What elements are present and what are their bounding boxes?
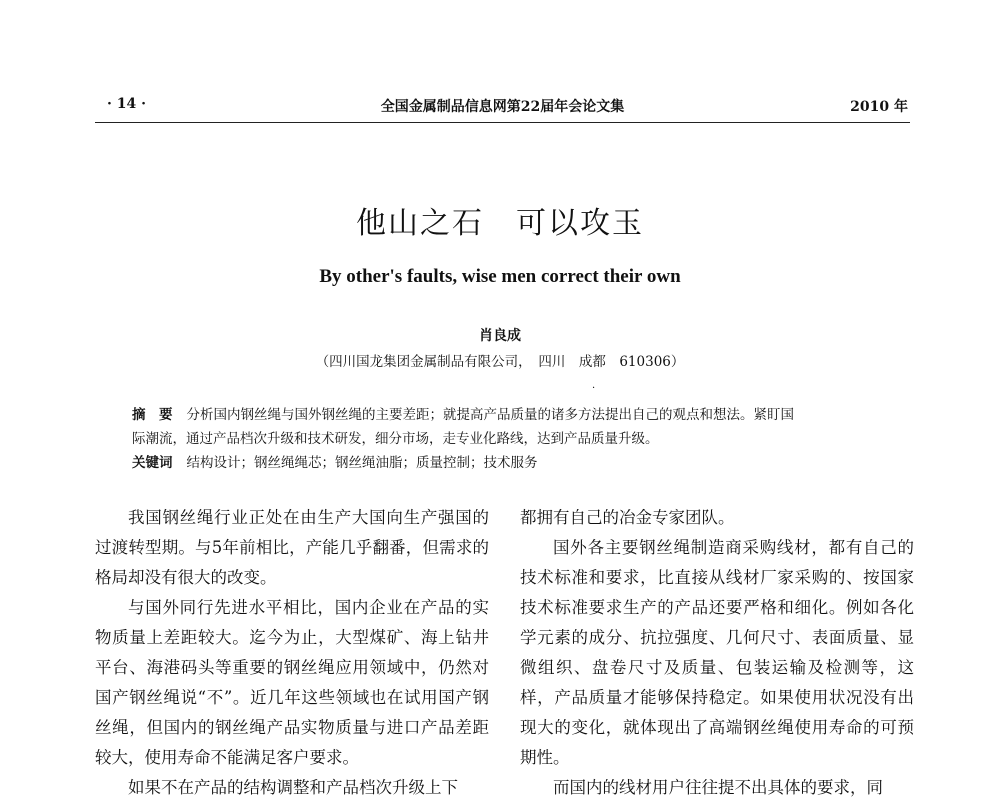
right-paragraph-2: 国外各主要钢丝绳制造商采购线材，都有自己的技术标准和要求，比直接从线材厂家采购的、按国家技术标准要求生产的产品还要严格和细化。例如各化学元素的成分、抗拉强度、几何尺寸、表面质量、显微组织、盘卷尺寸及质量、包装运输及检测等，这样，产品质量才能够保持稳定。如果使用状况没有出现大的变化，就体现出了高端钢丝绳使用寿命的可预期性。 <box>520 538 914 767</box>
abstract-line-2: 际潮流，通过产品档次升级和技术研发，细分市场，走专业化路线，达到产品质量升级。 <box>132 431 659 447</box>
separator-dot: · <box>592 383 596 394</box>
abstract-text-1: 分析国内钢丝绳与国外钢丝绳的主要差距；就提高产品质量的诸多方法提出自己的观点和想法。紧盯国 <box>186 407 794 423</box>
abstract-label: 摘 要 <box>132 407 173 423</box>
body-column-left <box>95 503 489 803</box>
keywords-text: 结构设计；钢丝绳绳芯；钢丝绳油脂；质量控制；技术服务 <box>186 455 538 471</box>
keywords-label: 关键词 <box>132 455 173 471</box>
left-paragraph-3: 如果不在产品的结构调整和产品档次升级上下 <box>128 778 458 797</box>
abstract-block <box>132 403 872 475</box>
page-number: · 14 · <box>107 96 146 112</box>
body-column-right <box>520 503 914 803</box>
left-paragraph-1: 我国钢丝绳行业正处在由生产大国向生产强国的过渡转型期。与5年前相比，产能几乎翻番，但需求的格局却没有很大的改变。 <box>95 508 489 587</box>
right-paragraph-1: 都拥有自己的冶金专家团队。 <box>520 508 735 527</box>
keywords-line <box>132 451 872 475</box>
right-paragraph-3: 而国内的线材用户往往提不出具体的要求，同 <box>553 778 883 797</box>
abstract-line-1 <box>132 403 872 427</box>
publication-year: 2010 年 <box>850 99 908 115</box>
left-paragraph-2: 与国外同行先进水平相比，国内企业在产品的实物质量上差距较大。迄今为止，大型煤矿、海上钻井平台、海港码头等重要的钢丝绳应用领域中，仍然对国产钢丝绳说“不”。近几年这些领域也在试用国产钢丝绳，但国内的钢丝绳产品实物质量与进口产品差距较大，使用寿命不能满足客户要求。 <box>95 598 489 767</box>
paper-title-cn: 他山之石 可以攻玉 <box>356 206 644 241</box>
running-header <box>95 94 910 123</box>
journal-title: 全国金属制品信息网第22届年会论文集 <box>380 99 625 115</box>
paper-title-en: By other's faults, wise men correct their own <box>319 266 681 287</box>
affiliation: （四川国龙集团金属制品有限公司， 四川 成都 610306） <box>315 354 685 370</box>
author: 肖良成 <box>479 328 521 344</box>
